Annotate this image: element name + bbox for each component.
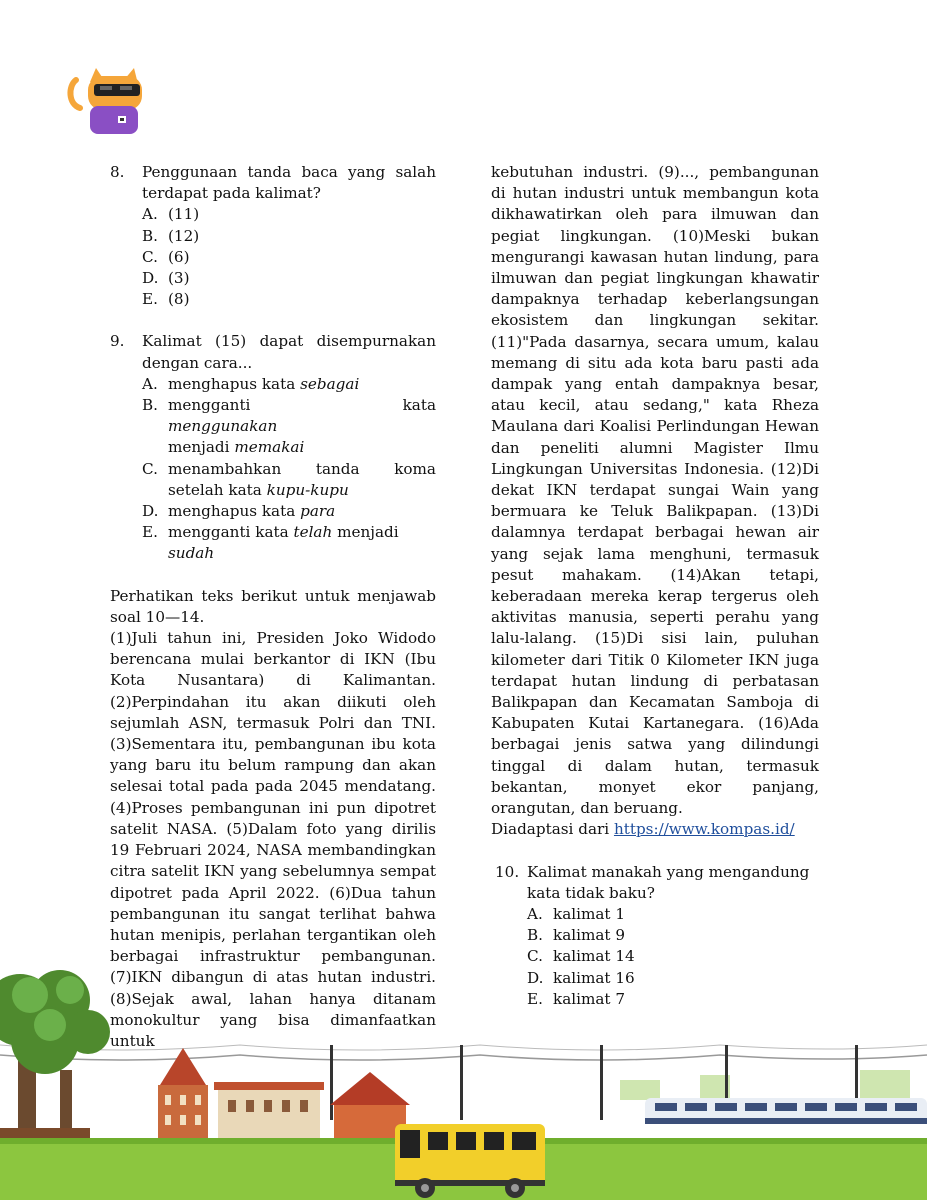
question-8 [110,162,436,310]
question-9 [110,331,436,564]
option-text: menghapus kata [168,374,301,393]
option-text: (8) [168,290,190,309]
option-label: E. [142,290,158,309]
option-label: C. [142,459,158,478]
option-emphasis: para [300,502,336,521]
option-list [142,374,436,565]
option-item[interactable] [142,226,436,247]
passage-text-right: kebutuhan industri. (9)..., pembangunan di hutan industri untuk membangun kota dikhawatirkan oleh para ilmuwan dan pegiat lingkungan. (10)Meski bukan mengurangi kawasan hutan lindung, para ilmuwan dan pegiat lingkungan khawatir dampaknya terhadap keberlangsungan ekosistem dan lingkungan sekitar. (11)"Pada dasarnya, secara umum, kalau memang di situ ada kota baru pasti ada dampak yang entah dampaknya besar, atau kecil, atau sedang," kata Rheza Maulana dari Koalisi Perlindungan Hewan dan peneliti alumni Magister Ilmu Lingkungan Universitas Indonesia. (12)Di dekat IKN terdapat sungai Wain yang bermuara ke Teluk Balikpapan. (13)Di dalamnya terdapat berbagai hewan air yang sejak lama menghuni, termasuk pesut mahakam. (14)Akan tetapi, keberadaan mereka kerap tergerus oleh aktivitas manusia, seperti perahu yang lalu-lalang. (15)Di sisi lain, puluhan kilometer dari Titik 0 Kilometer IKN juga terdapat hutan lindung di perbatasan Balikpapan dan Kecamatan Samboja di Kabupaten Kutai Kartanegara. (16)Ada berbagai jenis satwa yang dilindungi tinggal di dalam hutan, termasuk bekantan, monyet ekor panjang, orangutan, dan beruang. [491,163,819,818]
option-text: (6) [168,247,190,266]
option-text: mengganti kata [168,396,436,415]
option-emphasis: menggunakan [168,417,278,436]
passage-source [491,819,819,840]
option-text: menghapus kata [168,502,301,521]
option-item[interactable] [527,925,819,946]
question-number: 9. [110,332,125,351]
question-text: Kalimat (15) dapat disempurnakan dengan cara... [142,332,436,372]
option-item[interactable] [142,204,436,225]
option-label: A. [527,904,543,923]
option-text: menambahkan tanda koma setelah kata [168,459,436,499]
option-item[interactable] [142,459,436,501]
option-label: D. [142,502,159,521]
option-label: E. [142,523,158,542]
option-label: D. [527,968,544,987]
option-text: mengganti kata [168,523,294,542]
option-label: B. [142,396,158,415]
option-text: kalimat 9 [553,926,626,945]
option-label: C. [142,247,158,266]
option-item[interactable] [142,501,436,522]
option-label: D. [142,269,159,288]
option-text: (11) [168,205,200,224]
option-label: A. [142,205,158,224]
option-text: menjadi [168,438,235,457]
option-item[interactable] [142,268,436,289]
option-emphasis: memakai [234,438,305,457]
option-label: B. [527,926,543,945]
option-label: E. [527,989,543,1008]
option-label: B. [142,226,158,245]
option-text: (12) [168,226,200,245]
option-text: kalimat 14 [553,947,635,966]
option-item[interactable] [142,289,436,310]
option-text: (3) [168,269,190,288]
option-label: A. [142,374,158,393]
option-item[interactable] [527,904,819,925]
option-text: kalimat 16 [553,968,635,987]
option-list [142,204,436,310]
source-label: Diadaptasi dari [491,820,614,839]
source-link[interactable]: https://www.kompas.id/ [613,820,795,839]
option-item[interactable] [142,395,436,459]
city-scene-illustration [0,960,927,1200]
passage-text-left: (1)Juli tahun ini, Presiden Joko Widodo berencana mulai berkantor di IKN (Ibu Kota Nusantara) di Kalimantan. (2)Perpindahan itu akan diikuti oleh sejumlah ASN, termasuk Polri dan TNI. (3)Sementara itu, pembangunan ibu kota yang baru itu belum rampung dan akan selesai total pada pada 2045 mendatang. (4)Proses pembangunan ini pun dipotret satelit NASA. (5)Dalam foto yang dirilis 19 Februari 2024, NASA membandingkan citra satelit IKN yang sebelumnya sempat dipotret pada April 2022. (6)Dua tahun pembangunan itu sangat terlihat bahwa hutan menipis, perlahan tergantikan oleh berbagai infrastruktur pembangunan. (7)IKN dibangun di atas hutan industri. (8)Sejak awal, lahan hanya ditanam monokultur yang bisa dimanfaatkan untuk [110,629,436,1050]
option-label: C. [527,947,543,966]
passage-intro: Perhatikan teks berikut untuk menjawab soal 10—14. [110,586,436,626]
option-item[interactable] [142,374,436,395]
question-text: Kalimat manakah yang mengandung kata tidak baku? [527,862,810,902]
question-number: 10. [495,862,520,881]
question-number: 8. [110,163,125,181]
option-emphasis: kupu-kupu [266,480,349,499]
question-text: Penggunaan tanda baca yang salah terdapat pada kalimat? [142,163,436,203]
option-item[interactable] [142,247,436,268]
option-emphasis: sudah [168,544,215,563]
option-emphasis: sebagai [300,374,360,393]
option-text: kalimat 1 [553,904,626,923]
option-text: menjadi [332,523,399,542]
option-item[interactable] [142,522,436,564]
cat-mascot-icon [66,68,152,138]
option-text: kalimat 7 [553,989,626,1008]
option-emphasis: telah [293,523,333,542]
